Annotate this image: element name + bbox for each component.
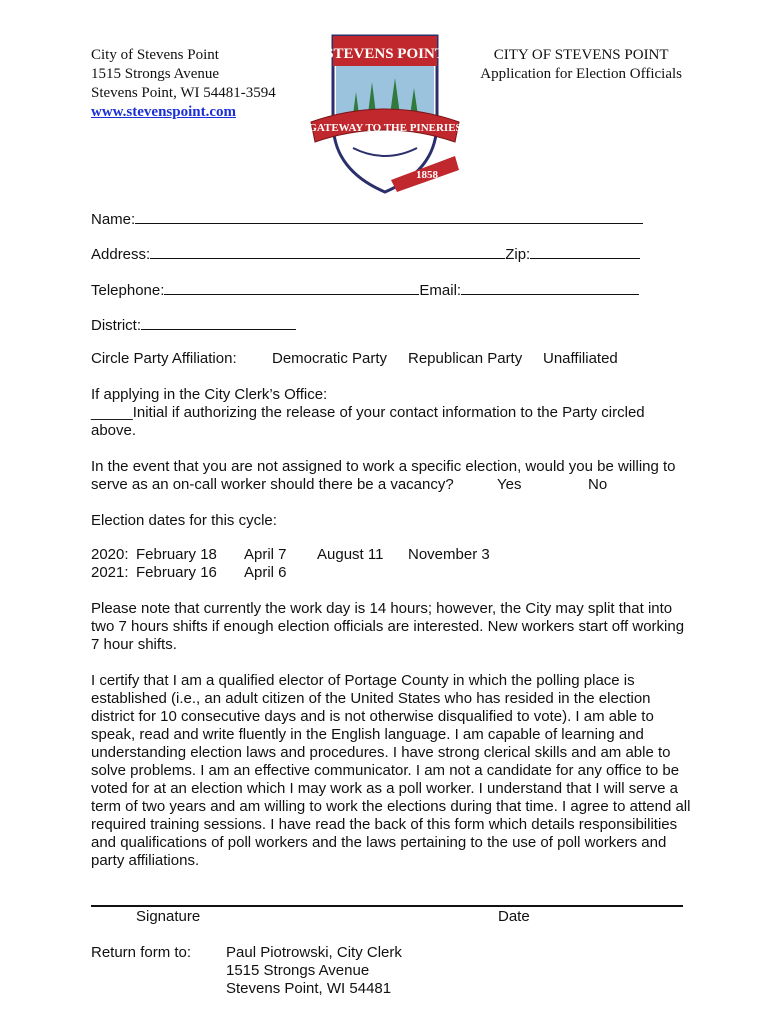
district-row [91,314,296,335]
city-seal-logo [305,30,465,198]
signature-line[interactable] [91,905,683,907]
signature-label: Signature [136,908,201,925]
date-label: Date [498,908,530,925]
election-date: November 3 [408,546,490,563]
election-date: April 7 [244,546,287,563]
work-day-note: Please note that currently the work day is 14 hours; however, the City may split that into two 7 hours shifts if enough election officials are interested. New workers start off working 7 hour shifts. [91,600,685,653]
return-street: 1515 Strongs Avenue [226,962,370,979]
district-label: District: [91,317,141,334]
election-date: April 6 [244,564,287,581]
election-dates-heading: Election dates for this cycle: [91,512,277,529]
logo-top-text: STEVENS POINT [325,46,445,62]
document-subtitle: Application for Election Officials [480,66,682,82]
party-option-democratic[interactable]: Democratic Party [272,350,388,367]
org-name: City of Stevens Point [91,47,219,63]
document-title: CITY OF STEVENS POINT [493,47,669,63]
sender-address [91,46,276,122]
email-field[interactable] [461,279,639,295]
party-option-republican[interactable]: Republican Party [408,350,523,367]
party-option-unaffiliated[interactable]: Unaffiliated [543,350,618,367]
email-label: Email: [419,282,462,299]
election-year-2021: 2021: [91,564,129,581]
address-label: Address: [91,246,151,263]
document-header [480,46,682,84]
clerk-name: Paul Piotrowski, City Clerk [226,944,402,961]
party-label: Circle Party Affiliation: [91,350,237,367]
return-city: Stevens Point, WI 54481 [226,980,392,997]
name-row [91,208,643,229]
clerk-office-section [91,386,691,440]
district-field[interactable] [141,314,296,330]
initial-blank[interactable]: _____ [91,404,133,421]
clerk-office-heading: If applying in the City Clerk’s Office: [91,386,328,403]
on-call-question-text: In the event that you are not assigned to work a specific election, would you be willing to serve as an on-call worker should there be a vacancy? [91,458,676,493]
city-state-zip: Stevens Point, WI 54481-3594 [91,85,276,101]
election-date: February 16 [136,564,217,581]
on-call-no[interactable]: No [588,476,608,493]
name-field[interactable] [135,208,643,224]
initial-authorization-text: Initial if authorizing the release of your contact information to the Party circled above. [91,404,645,439]
telephone-row [91,279,639,300]
certification-statement: I certify that I am a qualified elector of Portage County in which the polling place is established (i.e., an adult citizen of the United States who has resided in the election district for 10 consecutive days and is not otherwise disqualified to vote). I am able to speak, read and write fluently in the English language. I am capable of learning and understanding election laws and procedures. I have strong clerical skills and am able to solve problems. I am an effective communicator. I am not a candidate for any office to be voted for at an election which I may work as a poll worker. I understand that I will serve a term of two years and am willing to work the elections during that time. I agree to attend all required training sessions. I have read the back of this form which details responsibilities and qualifications of poll workers and the laws pertaining to the use of poll workers and party affiliations. [91,672,691,869]
name-label: Name: [91,211,136,228]
logo-year: 1858 [416,169,438,181]
address-field[interactable] [150,243,505,259]
logo-banner-text: GATEWAY TO THE PINERIES [308,122,462,134]
on-call-yes[interactable]: Yes [497,476,522,493]
election-year-2020: 2020: [91,546,129,563]
zip-label: Zip: [505,246,531,263]
address-row [91,243,640,264]
telephone-label: Telephone: [91,282,165,299]
website-link[interactable]: www.stevenspoint.com [91,104,236,120]
telephone-field[interactable] [164,279,419,295]
election-date: February 18 [136,546,217,563]
election-date: August 11 [317,546,384,563]
street-address: 1515 Strongs Avenue [91,66,220,82]
return-address [226,944,402,998]
return-label: Return form to: [91,944,192,961]
zip-field[interactable] [530,243,640,259]
